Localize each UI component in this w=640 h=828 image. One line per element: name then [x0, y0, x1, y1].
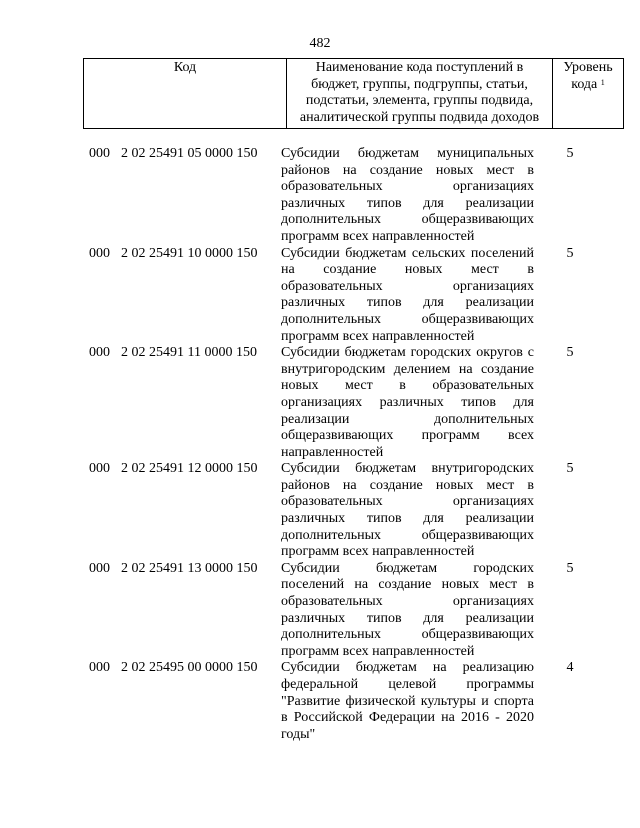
row-code: 2 02 25495 00 0000 150 [121, 660, 258, 676]
table-row [83, 345, 602, 461]
table-row [83, 461, 602, 561]
row-prefix: 000 [89, 245, 110, 261]
header-row [84, 59, 624, 129]
row-code: 2 02 25491 12 0000 150 [121, 461, 258, 477]
row-prefix: 000 [89, 461, 110, 477]
row-code: 2 02 25491 10 0000 150 [121, 245, 258, 261]
page-number: 482 [309, 36, 331, 51]
row-name: Субсидии бюджетам на реализацию федеральной целевой программы "Развитие физической культуры и спорта в Российской Федерации на 2016 - 2020 годы" [281, 660, 534, 742]
row-code: 2 02 25491 11 0000 150 [121, 345, 257, 361]
row-name: Субсидии бюджетам городских округов с внутригородским делением на создание новых мест в образовательных организациях различных типов для реализации дополнительных общеразвивающих программ всех направленностей [281, 345, 534, 460]
header-level-footnote: 1 [600, 77, 605, 87]
row-name: Субсидии бюджетам внутригородских районов на создание новых мест в образовательных организациях различных типов для реализации дополнительных общеразвивающих программ всех направленностей [281, 461, 534, 560]
header-level-tail: а [591, 76, 598, 92]
table-header [83, 58, 624, 129]
row-name: Субсидии бюджетам городских поселений на создание новых мест в образовательных организациях различных типов для реализации дополнительных общеразвивающих программ всех направленностей [281, 560, 534, 659]
header-level-text: Уровень код [563, 60, 613, 92]
row-name: Субсидии бюджетам муниципальных районов на создание новых мест в образовательных организациях различных типов для реализации дополнительных общеразвивающих программ всех направленностей [281, 146, 534, 244]
row-level: 5 [566, 245, 574, 261]
row-prefix: 000 [89, 345, 110, 361]
row-level: 5 [566, 560, 574, 576]
header-name: Наименование кода поступлений в бюджет, группы, подгруппы, статьи, подстатьи, элемента, группы подвида, аналитической группы подвида доходов [287, 59, 553, 129]
table-row [83, 246, 602, 346]
table-body [83, 146, 602, 743]
row-prefix: 000 [89, 660, 110, 676]
row-code: 2 02 25491 13 0000 150 [121, 560, 258, 576]
row-code: 2 02 25491 05 0000 150 [121, 146, 258, 161]
row-prefix: 000 [89, 560, 110, 576]
table-row [83, 660, 602, 743]
table-row [83, 561, 602, 661]
row-prefix: 000 [89, 146, 110, 161]
header-code: Код [84, 59, 287, 129]
header-level [553, 59, 624, 129]
row-level: 5 [566, 146, 574, 161]
table-row [83, 146, 602, 246]
row-name: Субсидии бюджетам сельских поселений на создание новых мест в образовательных организациях различных типов для реализации дополнительных общеразвивающих программ всех направленностей [281, 245, 534, 344]
row-level: 5 [566, 461, 574, 477]
row-level: 5 [566, 345, 574, 361]
row-level: 4 [566, 660, 574, 676]
